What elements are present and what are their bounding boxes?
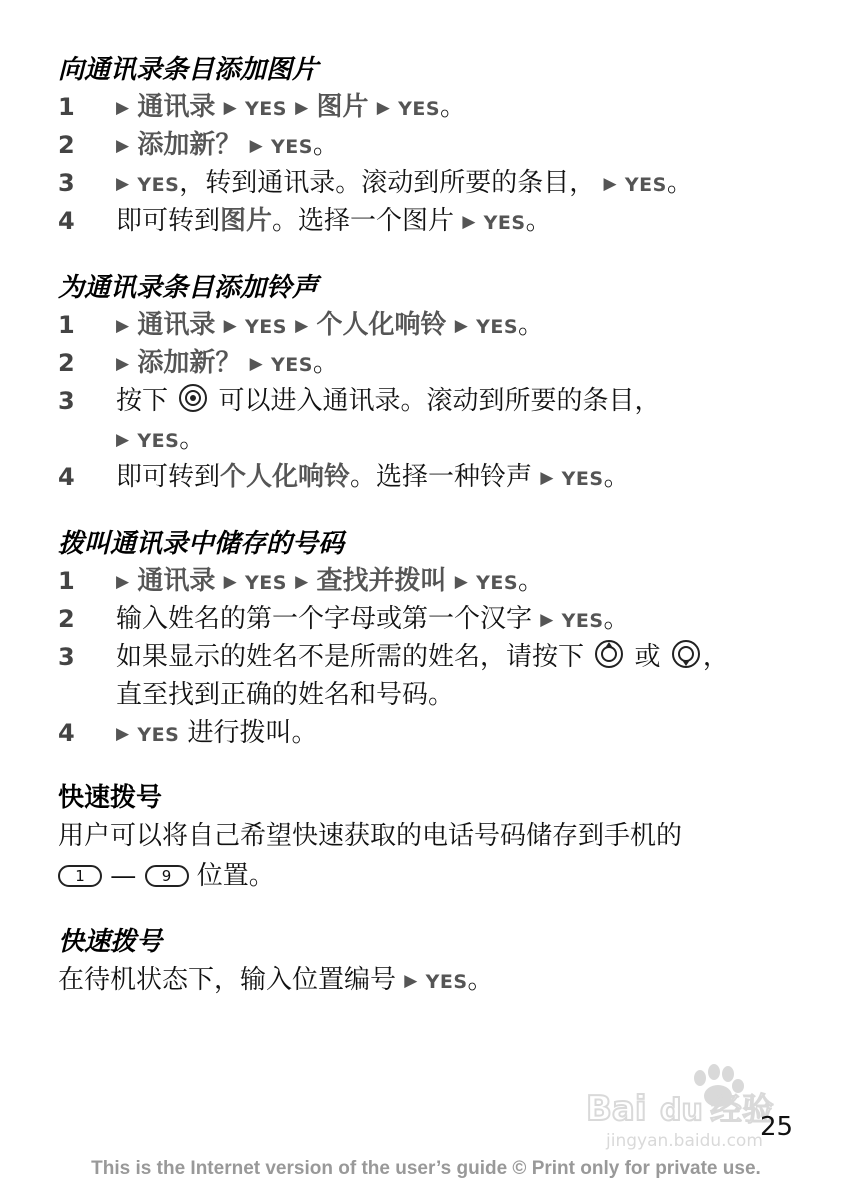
step-number: 1 <box>58 311 75 339</box>
arrow-icon: ▶ <box>249 354 263 374</box>
menu-keyword: 个人化响铃 <box>316 310 447 340</box>
step-text: 。 <box>603 462 630 492</box>
step-number: 3 <box>58 387 75 415</box>
section-heading: 为通讯录条目添加铃声 <box>58 273 319 303</box>
step-text: 。 <box>312 130 339 160</box>
yes-key-label: YES <box>244 98 287 120</box>
step-row <box>58 562 818 600</box>
watermark-brand: Bai <box>586 1089 647 1129</box>
step-text: 。 <box>440 92 467 122</box>
navigation-key-icon <box>178 383 208 413</box>
arrow-icon: ▶ <box>223 98 237 118</box>
step-text: 。选择一种铃声 <box>350 462 533 492</box>
step-number: 2 <box>58 131 75 159</box>
yes-key-label: YES <box>476 572 519 594</box>
step-row <box>58 126 818 164</box>
step-number: 4 <box>58 719 75 747</box>
section-heading: 快速拨号 <box>58 783 163 813</box>
yes-key-label: YES <box>561 468 604 490</box>
menu-keyword: 添加新？ <box>137 348 242 378</box>
section-speed-dial-2 <box>58 924 818 1002</box>
section-heading: 向通讯录条目添加图片 <box>58 55 319 85</box>
arrow-icon: ▶ <box>116 136 130 156</box>
yes-key-label: YES <box>476 316 519 338</box>
arrow-icon: ▶ <box>116 354 130 374</box>
arrow-icon: ▶ <box>223 572 237 592</box>
step-text: 按下 <box>116 386 169 416</box>
navigation-up-icon <box>594 639 624 669</box>
key-1-icon: 1 <box>58 865 102 887</box>
step-number: 2 <box>58 605 75 633</box>
arrow-icon: ▶ <box>223 316 237 336</box>
step-number: 1 <box>58 93 75 121</box>
arrow-icon: ▶ <box>116 98 130 118</box>
step-number: 4 <box>58 207 75 235</box>
step-text: 如果显示的姓名不是所需的姓名，请按下 <box>116 642 585 672</box>
arrow-icon: ▶ <box>295 316 309 336</box>
menu-keyword: 查找并拨叫 <box>316 566 447 596</box>
arrow-icon: ▶ <box>116 724 130 744</box>
step-text: 。 <box>518 310 545 340</box>
arrow-icon: ▶ <box>116 430 130 450</box>
step-row <box>58 344 818 382</box>
yes-key-label: YES <box>137 724 180 746</box>
arrow-icon: ▶ <box>116 174 130 194</box>
step-text: 。 <box>518 566 545 596</box>
yes-key-label: YES <box>398 98 441 120</box>
arrow-icon: ▶ <box>376 98 390 118</box>
paragraph-text: 。 <box>467 965 494 995</box>
menu-keyword: 通讯录 <box>137 566 216 596</box>
step-text: 可以进入通讯录。滚动到所要的条目， <box>218 386 661 416</box>
arrow-icon: ▶ <box>454 572 468 592</box>
step-text: 输入姓名的第一个字母或第一个汉字 <box>116 604 533 634</box>
arrow-icon: ▶ <box>404 971 418 991</box>
step-row <box>58 458 818 496</box>
step-number: 3 <box>58 643 75 671</box>
footer-notice: This is the Internet version of the user’s guide © Print only for private use. <box>91 1158 761 1179</box>
paragraph-line: 用户可以将自己希望快速获取的电话号码储存到手机的 <box>58 821 683 851</box>
menu-keyword: 通讯录 <box>137 310 216 340</box>
step-text: 。选择一个图片 <box>272 206 455 236</box>
step-number: 3 <box>58 169 75 197</box>
step-text: 或 <box>634 642 661 672</box>
step-text: 即可转到 <box>116 462 221 492</box>
menu-keyword: 个人化响铃 <box>220 462 351 492</box>
arrow-icon: ▶ <box>454 316 468 336</box>
step-row <box>58 306 818 344</box>
menu-keyword: 图片 <box>220 206 273 236</box>
menu-keyword: 通讯录 <box>137 92 216 122</box>
navigation-down-icon <box>671 639 701 669</box>
watermark-brand2: du <box>660 1093 703 1128</box>
arrow-icon: ▶ <box>462 212 476 232</box>
paragraph-text: 在待机状态下，输入位置编号 <box>58 965 397 995</box>
arrow-icon: ▶ <box>540 610 554 630</box>
paragraph-line <box>58 960 818 1002</box>
step-row <box>58 202 818 240</box>
yes-key-label: YES <box>270 136 313 158</box>
yes-key-label: YES <box>561 610 604 632</box>
step-row <box>58 382 818 458</box>
step-row <box>58 600 818 638</box>
arrow-icon: ▶ <box>116 316 130 336</box>
section-speed-dial <box>58 780 818 896</box>
yes-key-label: YES <box>244 572 287 594</box>
yes-key-label: YES <box>425 971 468 993</box>
arrow-icon: ▶ <box>249 136 263 156</box>
section-heading: 拨叫通讯录中储存的号码 <box>58 529 345 559</box>
step-row <box>58 164 818 202</box>
step-text: 直至找到正确的姓名和号码。 <box>116 680 455 710</box>
arrow-icon: ▶ <box>540 468 554 488</box>
yes-key-label: YES <box>137 174 180 196</box>
step-text: 。 <box>179 424 206 454</box>
yes-key-label: YES <box>624 174 667 196</box>
watermark-url: jingyan.baidu.com <box>606 1131 763 1151</box>
menu-keyword: 图片 <box>316 92 369 122</box>
step-text: ，转到通讯录。滚动到所要的条目， <box>179 168 596 198</box>
step-number: 4 <box>58 463 75 491</box>
page-number: 25 <box>760 1112 794 1142</box>
section-dial-contact <box>58 526 818 752</box>
step-text: 。 <box>312 348 339 378</box>
step-row <box>58 714 818 752</box>
section-heading: 快速拨号 <box>58 927 163 957</box>
step-row <box>58 638 818 714</box>
step-number: 1 <box>58 567 75 595</box>
arrow-icon: ▶ <box>116 572 130 592</box>
step-text: ， <box>702 642 729 672</box>
step-text: 。 <box>666 168 693 198</box>
yes-key-label: YES <box>483 212 526 234</box>
paragraph-line <box>58 856 818 896</box>
arrow-icon: ▶ <box>603 174 617 194</box>
step-number: 2 <box>58 349 75 377</box>
dash: — <box>110 861 137 891</box>
step-text: 即可转到 <box>116 206 221 236</box>
yes-key-label: YES <box>137 430 180 452</box>
yes-key-label: YES <box>244 316 287 338</box>
menu-keyword: 添加新？ <box>137 130 242 160</box>
watermark-suffix: 经验 <box>710 1090 775 1128</box>
yes-key-label: YES <box>270 354 313 376</box>
paragraph-text: 位置。 <box>196 861 275 891</box>
step-text: 。 <box>603 604 630 634</box>
arrow-icon: ▶ <box>295 98 309 118</box>
step-text: 进行拨叫。 <box>187 718 318 748</box>
section-add-ringtone <box>58 270 818 496</box>
section-add-picture <box>58 52 818 240</box>
key-9-icon: 9 <box>145 865 189 887</box>
arrow-icon: ▶ <box>295 572 309 592</box>
step-text: 。 <box>525 206 552 236</box>
step-row <box>58 88 818 126</box>
